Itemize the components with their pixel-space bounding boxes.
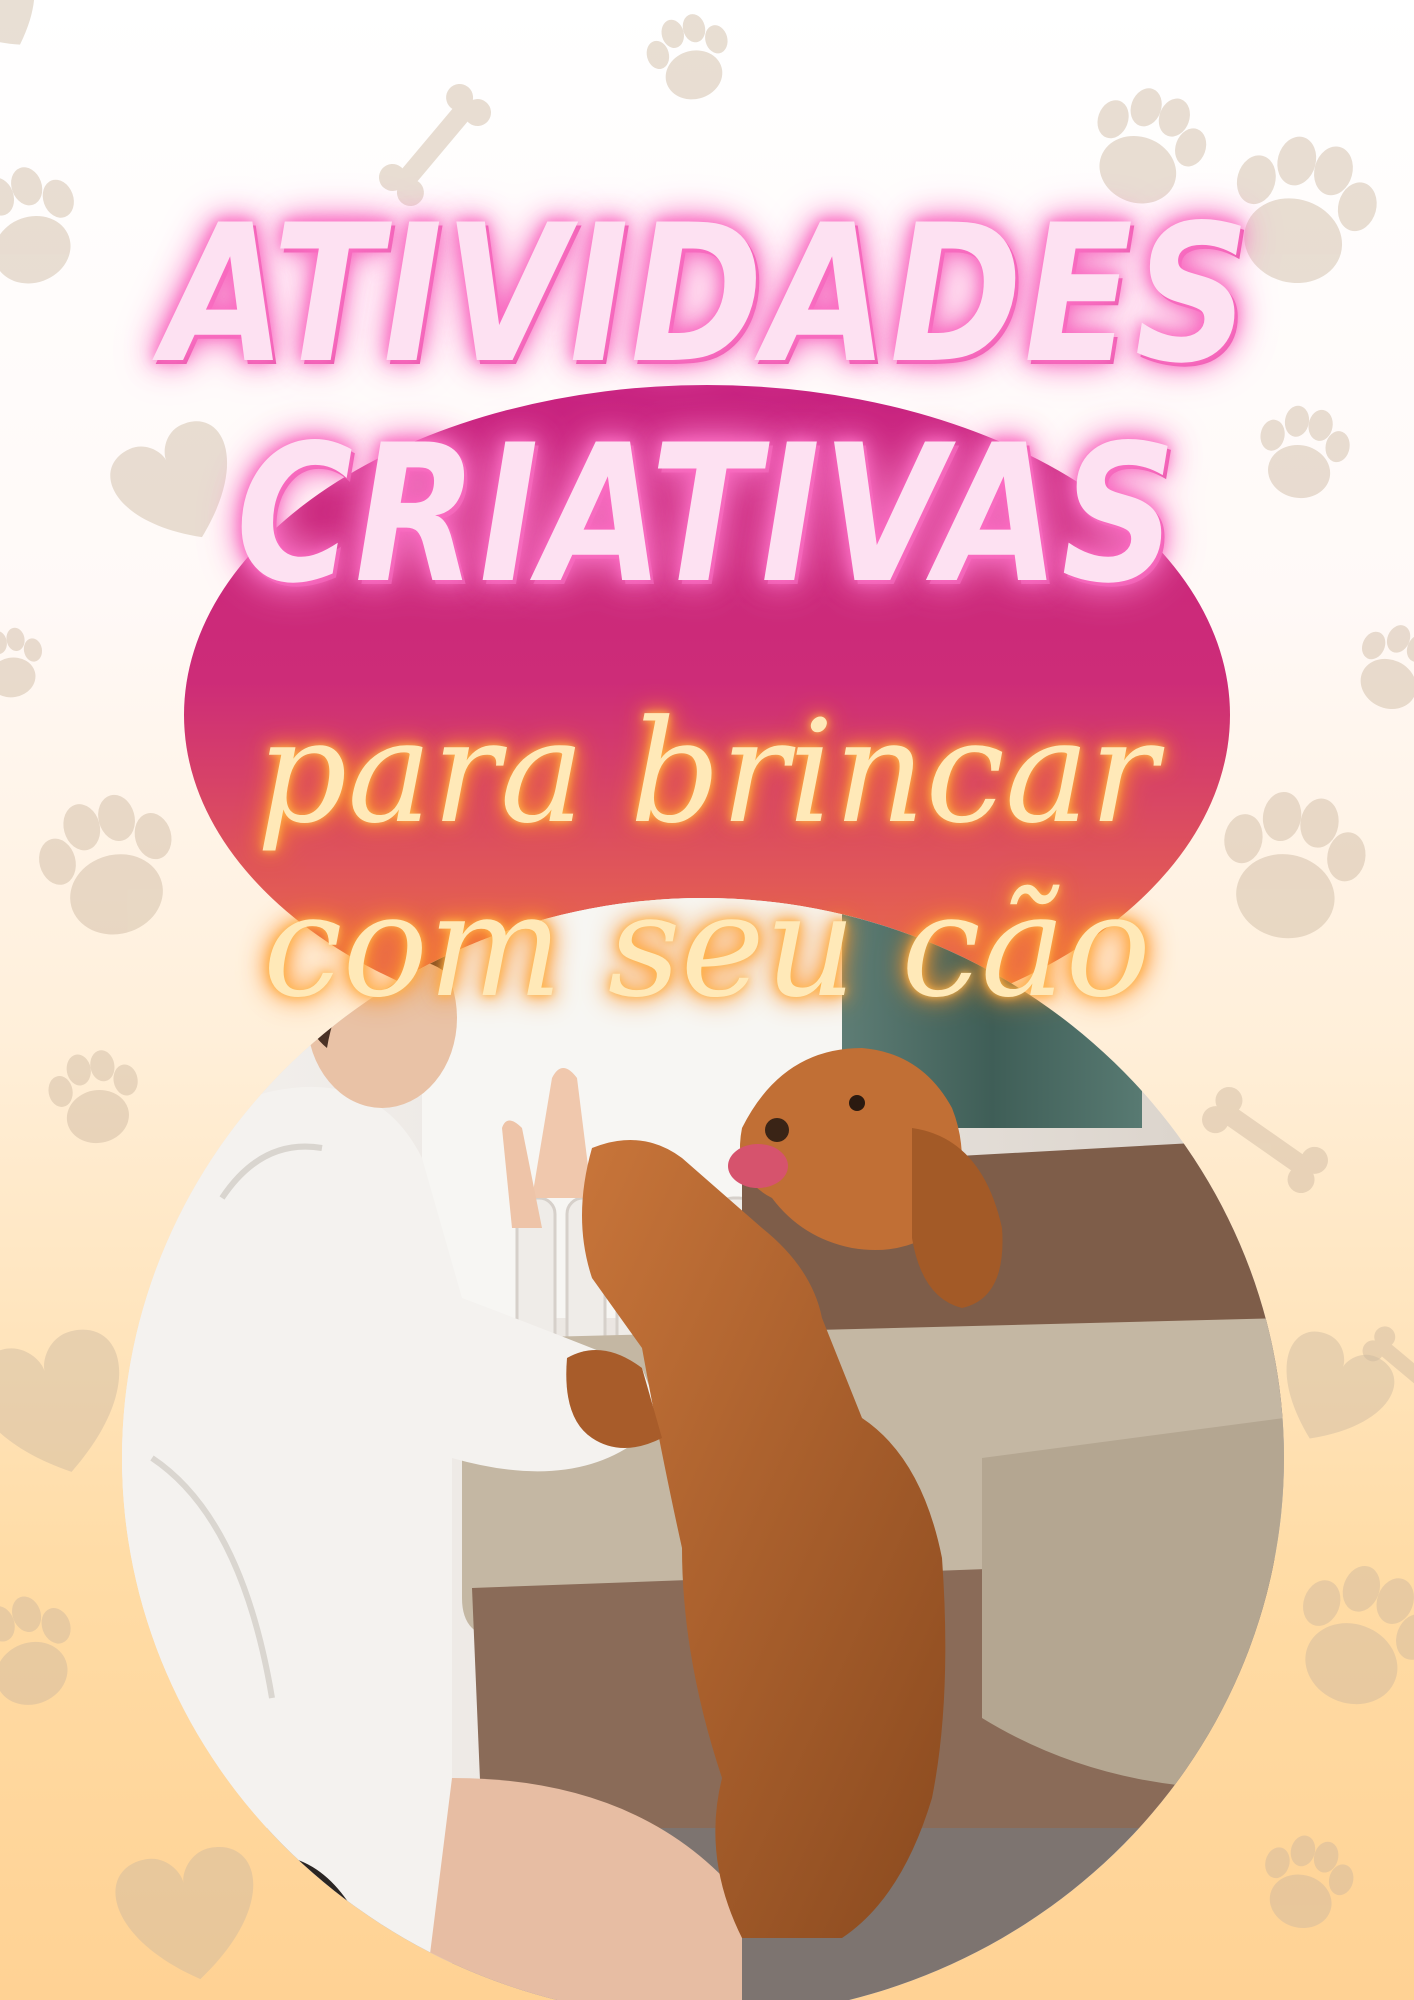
title-line-2: CRIATIVAS [235, 404, 1179, 625]
paw-print-icon [1275, 1550, 1414, 1725]
woman-dog-high-five-photo [122, 898, 1284, 2000]
paw-print-icon [0, 154, 97, 300]
heart-icon [110, 1841, 269, 1991]
subtitle-line-1: para brincar [256, 690, 1158, 855]
title-line-1: ATIVIDADES [162, 184, 1252, 405]
heart-icon [0, 0, 60, 68]
paw-print-icon [1251, 1827, 1362, 1938]
paw-print-icon [43, 1045, 147, 1150]
paw-print-icon [0, 1584, 92, 1720]
subtitle-line-2: com seu cão [263, 864, 1151, 1029]
paw-print-icon [639, 7, 740, 109]
bone-icon [1197, 1082, 1334, 1199]
